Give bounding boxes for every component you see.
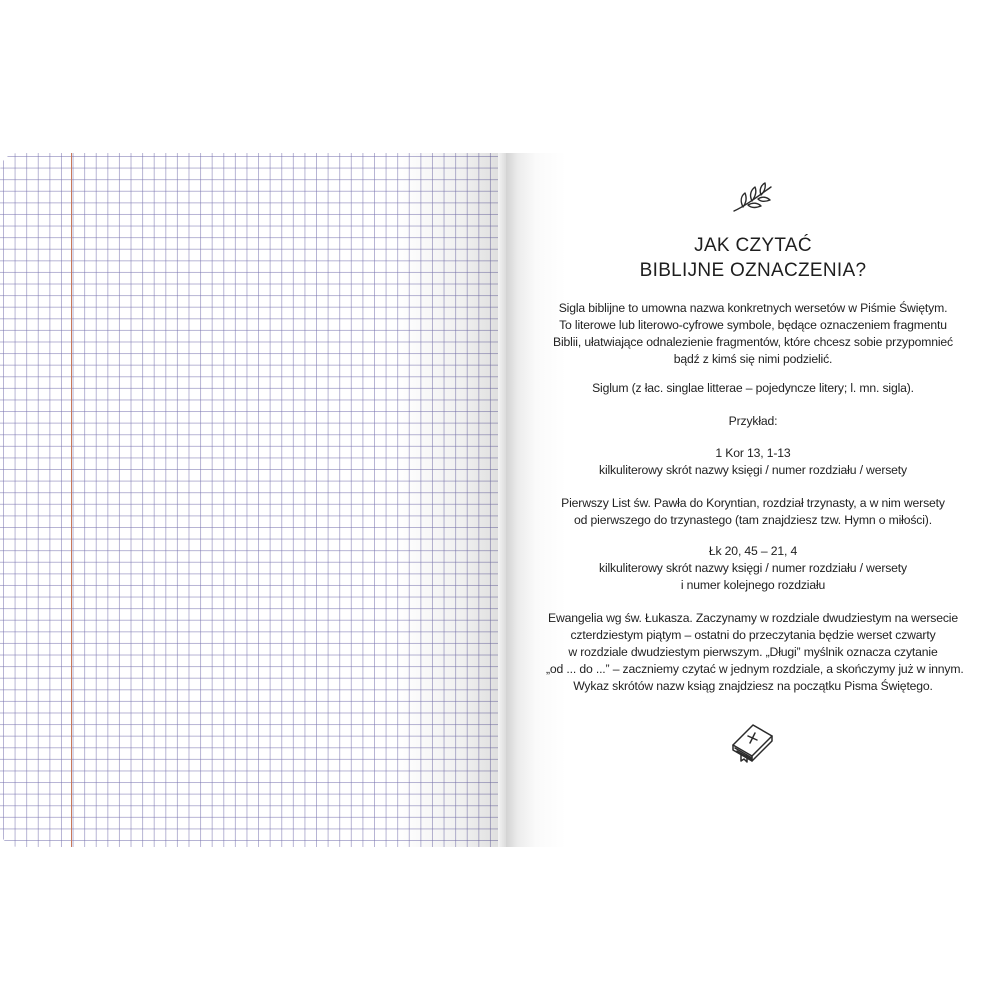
- bible-book-icon: [727, 719, 777, 765]
- example-2-block: [546, 543, 960, 594]
- page-edge: [498, 153, 506, 847]
- explanation-line: w rozdziale dwudziestym pierwszym. „Długi” myślnik oznacza czytanie: [568, 645, 938, 659]
- heading-line-1: JAK CZYTAĆ: [694, 235, 812, 256]
- intro-line: To literowe lub literowo-cyfrowe symbole, będące oznaczeniem fragmentu: [559, 318, 947, 332]
- intro-line: bądź z kimś się nimi podzielić.: [673, 352, 833, 366]
- intro-line: Sigla biblijne to umowna nazwa konkretnych wersetów w Piśmie Świętym.: [558, 301, 948, 315]
- gutter-shadow: [396, 153, 506, 847]
- siglum-definition: [546, 380, 960, 397]
- explanation-line: Ewangelia wg św. Łukasza. Zaczynamy w rozdziale dwudziestym na wersecie: [548, 611, 958, 625]
- example-1-sigil: 1 Kor 13, 1-13: [715, 446, 791, 460]
- heading-line-2: BIBLIJNE OZNACZENIA?: [639, 260, 867, 281]
- olive-branch-icon: [731, 180, 779, 216]
- example-label: [546, 413, 960, 430]
- example-2-sigil: Łk 20, 45 – 21, 4: [708, 544, 798, 558]
- margin-line: [71, 153, 72, 847]
- example-1-legend: kilkuliterowy skrót nazwy księgi / numer rozdziału / wersety: [599, 463, 907, 477]
- explanation-line: czterdziestym piątym – ostatni do przeczytania będzie werset czwarty: [570, 628, 936, 642]
- intro-line: Biblii, ułatwiające odnalezienie fragmentów, które chcesz sobie przypomnieć: [553, 335, 953, 349]
- example-1-block: [546, 445, 960, 479]
- example-2-legend: kilkuliterowy skrót nazwy księgi / numer rozdziału / wersety: [599, 561, 907, 575]
- example-label-text: Przykład:: [728, 414, 778, 428]
- grid-page: [0, 153, 506, 847]
- intro-paragraph: [546, 300, 960, 368]
- example-2-explanation: [546, 610, 964, 695]
- siglum-text: Siglum (z łac. singlae litterae – pojedyncze litery; l. mn. sigla).: [592, 381, 914, 395]
- explanation-line: „od ... do ...” – zaczniemy czytać w jednym rozdziale, a skończymy już w innym.: [546, 662, 964, 676]
- example-2-legend: i numer kolejnego rozdziału: [680, 578, 826, 592]
- example-1-explanation: [546, 495, 960, 529]
- explanation-line: Pierwszy List św. Pawła do Koryntian, rozdział trzynasty, a w nim wersety: [561, 496, 945, 510]
- explanation-line: od pierwszego do trzynastego (tam znajdziesz tzw. Hymn o miłości).: [574, 513, 932, 527]
- text-page: [506, 153, 1000, 847]
- explanation-line: Wykaz skrótów nazw ksiąg znajdziesz na początku Pisma Świętego.: [573, 679, 933, 693]
